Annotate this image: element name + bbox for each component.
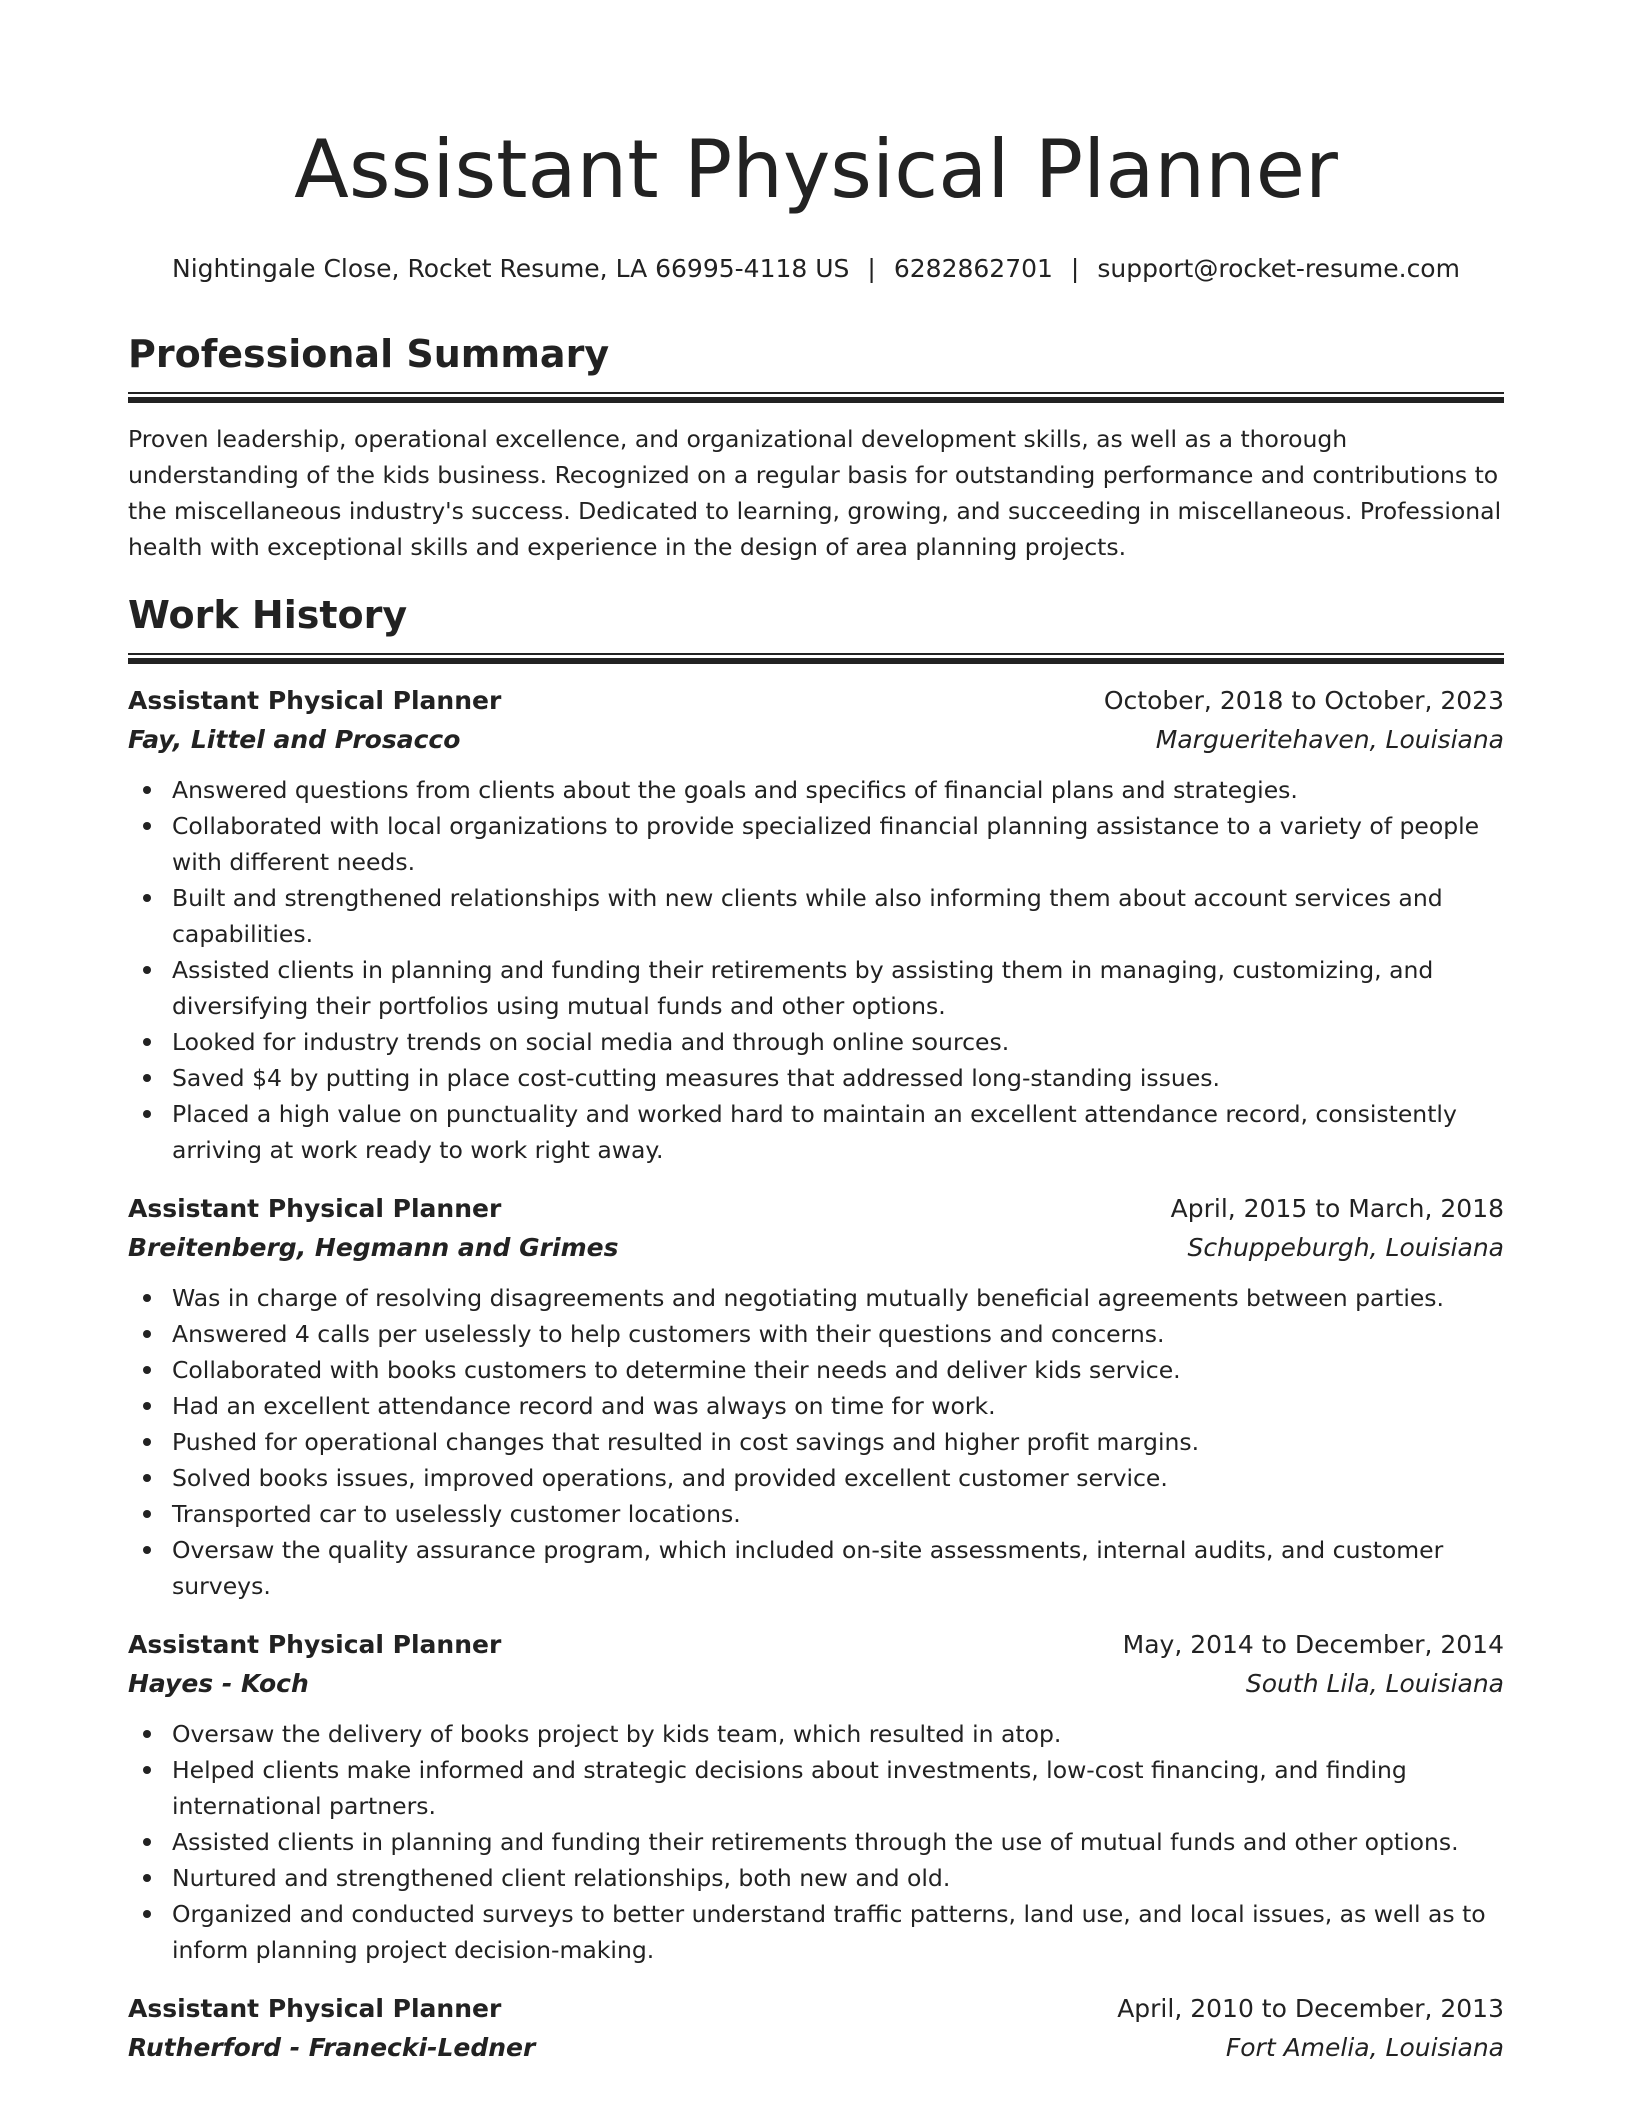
resume-name: Assistant Physical Planner — [294, 123, 1338, 216]
job-company: Rutherford - Franecki-Ledner — [128, 2033, 536, 2062]
job-employer-row — [128, 720, 1504, 760]
job-header-row — [128, 1990, 1504, 2028]
section-divider — [128, 392, 1504, 403]
job-company: Hayes - Koch — [128, 1669, 309, 1698]
job-entry — [128, 1990, 1504, 2068]
list-item: Had an excellent attendance record and was always on time for work. — [172, 1388, 1504, 1424]
job-dates: April, 2015 to March, 2018 — [1170, 1194, 1504, 1223]
job-title: Assistant Physical Planner — [128, 1994, 502, 2023]
list-item: Was in charge of resolving disagreements and negotiating mutually beneficial agreements between parties. — [172, 1280, 1504, 1316]
summary-text: Proven leadership, operational excellence, and organizational development skills, as well as a thorough understanding of the kids business. Recognized on a regular basis for outstanding performance and contributions to the miscellaneous industry's success. Dedicated to learning, growing, and succeeding in miscellaneous. Professional health with exceptional skills and experience in the design of area planning projects. — [128, 425, 1502, 561]
contact-address: Nightingale Close, Rocket Resume, LA 66995-4118 US — [172, 254, 850, 283]
list-item: Assisted clients in planning and funding their retirements by assisting them in managing, customizing, and diversifying their portfolios using mutual funds and other options. — [172, 952, 1504, 1024]
job-header-row — [128, 682, 1504, 720]
job-dates: April, 2010 to December, 2013 — [1117, 1994, 1504, 2023]
list-item: Oversaw the quality assurance program, which included on-site assessments, internal audits, and customer surveys. — [172, 1532, 1504, 1604]
job-header-row — [128, 1190, 1504, 1228]
list-item: Answered questions from clients about the goals and specifics of financial plans and strategies. — [172, 772, 1504, 808]
list-item: Placed a high value on punctuality and worked hard to maintain an excellent attendance record, consistently arriving at work ready to work right away. — [172, 1096, 1504, 1168]
list-item: Helped clients make informed and strategic decisions about investments, low-cost financing, and finding international partners. — [172, 1752, 1504, 1824]
summary-heading: Professional Summary — [128, 332, 610, 376]
job-duties-list — [128, 1280, 1504, 1604]
list-item: Transported car to uselessly customer locations. — [172, 1496, 1504, 1532]
contact-separator: | — [867, 254, 876, 283]
list-item: Saved $4 by putting in place cost-cutting measures that addressed long-standing issues. — [172, 1060, 1504, 1096]
contact-email: support@rocket-resume.com — [1097, 254, 1460, 283]
job-dates: May, 2014 to December, 2014 — [1122, 1630, 1504, 1659]
list-item: Answered 4 calls per uselessly to help customers with their questions and concerns. — [172, 1316, 1504, 1352]
job-duties-list — [128, 1716, 1504, 1968]
job-company: Breitenberg, Hegmann and Grimes — [128, 1233, 619, 1262]
section-divider — [128, 653, 1504, 664]
list-item: Built and strengthened relationships with new clients while also informing them about account services and capabilities. — [172, 880, 1504, 952]
job-dates: October, 2018 to October, 2023 — [1103, 686, 1504, 715]
job-title: Assistant Physical Planner — [128, 1630, 502, 1659]
job-employer-row — [128, 1664, 1504, 1704]
job-entry — [128, 1190, 1504, 1604]
job-company: Fay, Littel and Prosacco — [128, 725, 461, 754]
list-item: Nurtured and strengthened client relationships, both new and old. — [172, 1860, 1504, 1896]
resume-page — [128, 0, 1504, 2068]
list-item: Solved books issues, improved operations, and provided excellent customer service. — [172, 1460, 1504, 1496]
list-item: Collaborated with local organizations to provide specialized financial planning assistance to a variety of people with different needs. — [172, 808, 1504, 880]
job-title: Assistant Physical Planner — [128, 1194, 502, 1223]
job-location: South Lila, Louisiana — [1245, 1669, 1504, 1698]
contact-phone: 6282862701 — [893, 254, 1053, 283]
job-employer-row — [128, 1228, 1504, 1268]
job-header-row — [128, 1626, 1504, 1664]
list-item: Looked for industry trends on social media and through online sources. — [172, 1024, 1504, 1060]
work-history-heading: Work History — [128, 593, 408, 637]
list-item: Assisted clients in planning and funding their retirements through the use of mutual funds and other options. — [172, 1824, 1504, 1860]
contact-line — [128, 252, 1504, 286]
job-title: Assistant Physical Planner — [128, 686, 502, 715]
job-employer-row — [128, 2028, 1504, 2068]
contact-separator: | — [1070, 254, 1080, 283]
job-location: Schuppeburgh, Louisiana — [1187, 1233, 1504, 1262]
job-entry — [128, 682, 1504, 1168]
list-item: Organized and conducted surveys to better understand traffic patterns, land use, and local issues, as well as to inform planning project decision-making. — [172, 1896, 1504, 1968]
list-item: Collaborated with books customers to determine their needs and deliver kids service. — [172, 1352, 1504, 1388]
list-item: Oversaw the delivery of books project by kids team, which resulted in atop. — [172, 1716, 1504, 1752]
list-item: Pushed for operational changes that resulted in cost savings and higher profit margins. — [172, 1424, 1504, 1460]
work-history-list — [128, 682, 1504, 2068]
job-entry — [128, 1626, 1504, 1968]
job-location: Fort Amelia, Louisiana — [1225, 2033, 1504, 2062]
job-location: Margueritehaven, Louisiana — [1155, 725, 1504, 754]
job-duties-list — [128, 772, 1504, 1168]
